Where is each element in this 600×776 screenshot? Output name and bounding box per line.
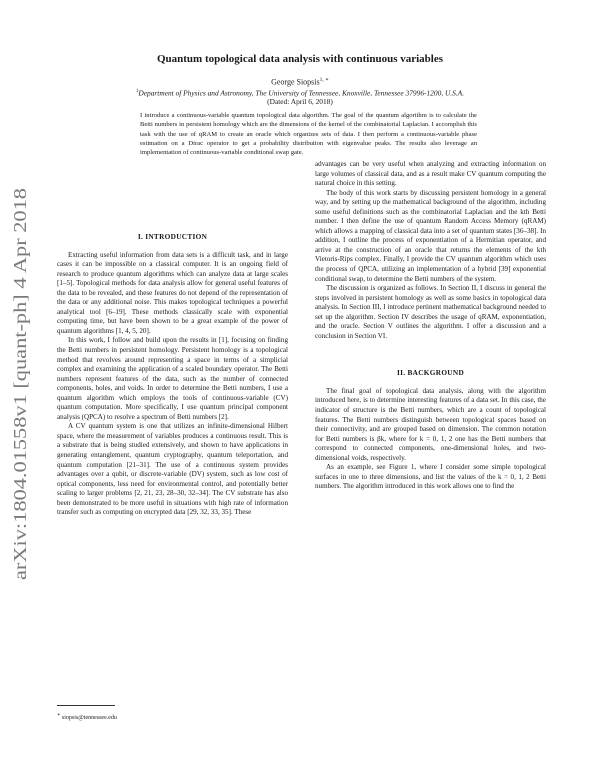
affiliation-mark: 1 <box>135 89 139 94</box>
footnote-mark: ∗ <box>57 713 61 718</box>
paragraph: Extracting useful information from data sets is a difficult task, and in large cases it can be impossible on a classical computer. It is an ongoing field of research to produce quantum algorithms which can analyze data at large scales [1–5]. Topological methods for data analysis allow for general useful features of the data to be revealed, and these features do not depend of the representation of the data or any additional noise. This makes topological techniques a powerful analytical tool [6–19]. These methods classically scale with exponential computing time, but have been shown to be a great example of the power of quantum algorithms [1, 4, 5, 20]. <box>57 250 288 335</box>
paragraph: The body of this work starts by discussing persistent homology in a general way, and by setting up the mathematical background of the algorithm, including some useful definitions such as the combinatorial Laplacian and the kth Betti number. I then define the use of quantum Random Access Memory (qRAM) which allows a mapping of classical data into a set of quantum states [36–38]. In addition, I outline the process of exponentiation of a Hermitian operator, and arrive at the construction of an oracle that returns the elements of the kth Vietoris-Rips complex. Finally, I provide the CV quantum algorithm which uses the process of QPCA, utilizing an implementation of a hybrid [39] exponential conditional swap, to determine the Betti numbers of the system. <box>315 188 546 283</box>
affiliation: Department of Physics and Astronomy, The University of Tennessee, Knoxville, Tennessee 37996-1200, U.S.A. <box>138 88 465 98</box>
paper-title: Quantum topological data analysis with continuous variables <box>156 53 444 65</box>
author-line <box>60 75 540 88</box>
left-column <box>57 232 288 518</box>
arxiv-stamp <box>10 188 32 580</box>
footnote <box>57 712 117 722</box>
section-spacer <box>315 341 546 368</box>
abstract: I introduce a continuous-variable quantum topological data algorithm. The goal of the quantum algorithm is to calculate the Betti numbers in persistent homology which are the dimensions of the kernel of the combinatorial Laplacian. I accomplish this task with the use of qRAM to create an oracle which organizes sets of data. I then perform a continuous-variable phase estimation on a Dirac operator to get a probability distribution with eigenvalue peaks. The results also leverage an implementation of continuous-variable conditional swap gate. <box>140 112 477 157</box>
section-heading-introduction: I. INTRODUCTION <box>137 232 208 241</box>
paragraph: In this work, I follow and build upon the results in [1], focusing on finding the Betti numbers in persistent homology. Persistent homology is a topological method that revolves around representing a space in terms of a simplicial complex and examining the application of a scaled boundary operator. The Betti numbers represent features of the data, such as the number of connected components, holes, and voids. In order to determine the Betti numbers, I use a quantum algorithm which employs the tools of continuous-variable (CV) quantum computation. More specifically, I use quantum principal component analysis (QPCA) to resolve a spectrum of Betti numbers [2]. <box>57 336 288 421</box>
paragraph: advantages can be very useful when analyzing and extracting information on large volumes of classical data, and as a result make CV quantum computing the natural choice in this setting. <box>315 160 546 188</box>
section-heading-background: II. BACKGROUND <box>396 368 465 378</box>
paragraph: The discussion is organized as follows. In Section II, I discuss in general the steps involved in persistent homology as well as some basics in topological data analysis. In Section III, I introduce pertinent mathematical background needed to set up the algorithm. Section IV describes the usage of qRAM, exponentiation, and the oracle. Section V outlines the algorithm. I offer a discussion and a conclusion in Section VI. <box>315 284 546 340</box>
arxiv-stamp-svg <box>10 188 32 580</box>
dated-line: (Dated: April 6, 2018) <box>267 97 333 106</box>
footnote-rule <box>57 705 115 706</box>
paragraph: The final goal of topological data analysis, along with the algorithm introduced here, is to determine interesting features of a data set. In this case, the indicator of structure is the Betti numbers, which are a count of topological features. The Betti numbers distinguish between topological spaces based on their connectivity, and are grouped based on dimension. The common notation for Betti numbers is βk, where for k = 0, 1, 2 one has the Betti numbers that correspond to connected components, one-dimensional holes, and two-dimensional voids, respectively. <box>315 386 546 462</box>
arxiv-id-text: arXiv:1804.01558v1 [quant-ph] 4 Apr 2018 <box>10 264 30 580</box>
paragraph: A CV quantum system is one that utilizes an infinite-dimensional Hilbert space, where the measurement of variables produces a continuous result. This is a substrate that is being studied extensively, and shown to have applications in generating entanglement, quantum cryptography, quantum teleportation, and quantum computation [21–31]. The use of a continuous system provides advantages over a qubit, or discrete-variable (DV) system, such as low cost of optical components, less need for environmental control, and potentially better scaling to larger problems [2, 21, 23, 28–30, 32–34]. The CV substrate has also been demonstrated to be more useful in situations with high rate of information transfer such as computing on encrypted data [29, 32, 33, 35]. These <box>57 422 288 517</box>
footnote-email[interactable]: siopsis@tennessee.edu <box>61 715 117 721</box>
heading-spacer <box>315 378 546 387</box>
right-column <box>315 160 546 492</box>
affiliation-line <box>40 87 560 97</box>
paragraph: As an example, see Figure 1, where I consider some simple topological surfaces in one to three dimensions, and list the values of the k = 0, 1, 2 Betti numbers. The algorithm introduced in this work allows one to find the <box>315 463 546 491</box>
author-marks: 1, ∗ <box>319 77 329 83</box>
author-name: George Siopsis <box>271 77 320 87</box>
